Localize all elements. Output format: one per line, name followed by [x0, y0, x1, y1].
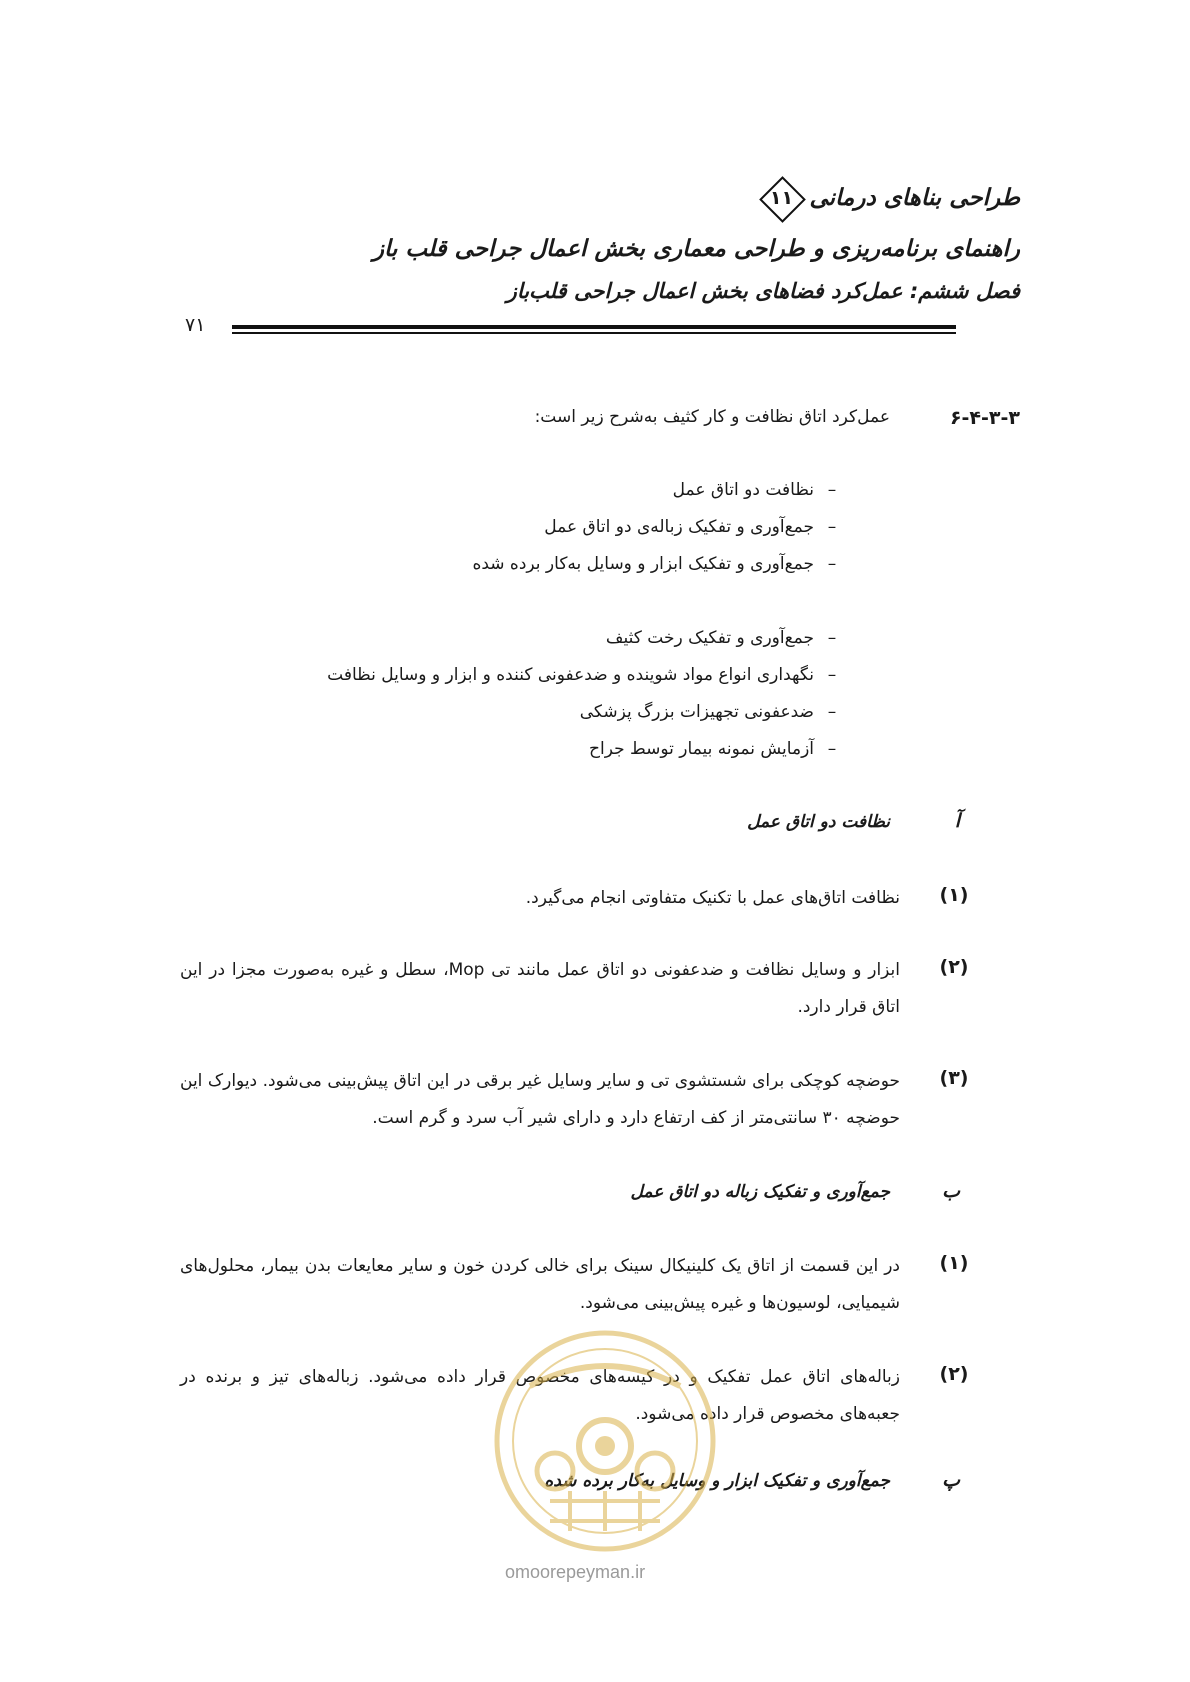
watermark-url: omoorepeyman.ir — [505, 1562, 646, 1582]
dash-bullet: – — [827, 665, 837, 685]
item-number: (۲) — [939, 1363, 969, 1385]
dash-bullet: – — [827, 554, 837, 574]
item-number: (۲) — [939, 956, 969, 978]
list-item: –ضدعفونی تجهیزات بزرگ پزشکی — [580, 702, 850, 722]
list-item: –نگهداری انواع مواد شوینده و ضدعفونی کننده و ابزار و وسایل نظافت — [327, 665, 850, 685]
section-number: ۶-۴-۳-۳ — [949, 407, 1020, 429]
list-item: –جمع‌آوری و تفکیک زباله‌ی دو اتاق عمل — [544, 517, 850, 537]
book-title-text: طراحی بناهای درمانی — [809, 185, 1020, 211]
dash-bullet: – — [827, 702, 837, 722]
list-item: –نظافت دو اتاق عمل — [673, 480, 850, 500]
dash-bullet: – — [827, 739, 837, 759]
paragraph: ابزار و وسایل نظافت و ضدعفونی دو اتاق عمل مانند تی Mop، سطل و غیره به‌صورت مجزا در این اتاق قرار دارد. — [180, 960, 901, 1017]
subsection-b-letter: ب — [942, 1180, 960, 1202]
subsection-b-title: جمع‌آوری و تفکیک زباله دو اتاق عمل — [630, 1182, 890, 1202]
document-subtitle: راهنمای برنامه‌ریزی و طراحی معماری بخش اعمال جراحی قلب باز — [372, 236, 1020, 262]
header-rule-thin — [232, 332, 956, 334]
dash-bullet: – — [827, 628, 837, 648]
item-number: (۱) — [939, 1252, 969, 1274]
paragraph: در این قسمت از اتاق یک کلینیکال سینک برای خالی کردن خون و سایر معایعات بدن بیمار، محلول‌های شیمیایی، لوسیون‌ها و غیره پیش‌بینی می‌شود. — [180, 1256, 900, 1313]
subsection-a-title: نظافت دو اتاق عمل — [747, 812, 890, 832]
volume-number: ۱۱ — [769, 187, 794, 209]
dash-bullet: – — [827, 517, 837, 537]
page-number: ۷۱ — [185, 314, 206, 336]
section-intro: عمل‌کرد اتاق نظافت و کار کثیف به‌شرح زیر است: — [534, 407, 890, 427]
item-number: (۳) — [939, 1067, 969, 1089]
header-rule-thick — [232, 325, 956, 329]
book-title — [759, 176, 1020, 220]
subsection-c-title: جمع‌آوری و تفکیک ابزار و وسایل به‌کار برده شده — [544, 1471, 890, 1491]
dash-bullet: – — [827, 480, 837, 500]
watermark-seal-icon — [490, 1326, 720, 1556]
subsection-a-letter: آ — [954, 810, 960, 832]
chapter-title: فصل ششم: عمل‌کرد فضاهای بخش اعمال جراحی قلب‌باز — [506, 279, 1020, 303]
list-item: –جمع‌آوری و تفکیک رخت کثیف — [606, 628, 850, 648]
paragraph: نظافت اتاق‌های عمل با تکنیک متفاوتی انجام می‌گیرد. — [525, 888, 900, 908]
volume-badge — [759, 176, 803, 220]
paragraph: حوضچه کوچکی برای شستشوی تی و سایر وسایل غیر برقی در این اتاق پیش‌بینی می‌شود. دیوارک این حوضچه ۳۰ سانتی‌متر از کف ارتفاع دارد و دارای شیر آب سرد و گرم است. — [180, 1071, 900, 1128]
list-item: –جمع‌آوری و تفکیک ابزار و وسایل به‌کار برده شده — [472, 554, 850, 574]
list-item: –آزمایش نمونه بیمار توسط جراح — [589, 739, 850, 759]
subsection-c-letter: پ — [942, 1469, 960, 1491]
item-number: (۱) — [939, 884, 969, 906]
paragraph: زباله‌های اتاق عمل تفکیک و در کیسه‌های مخصوص قرار داده می‌شود. زباله‌های تیز و برنده در جعبه‌های مخصوص قرار داده می‌شود. — [180, 1367, 900, 1424]
